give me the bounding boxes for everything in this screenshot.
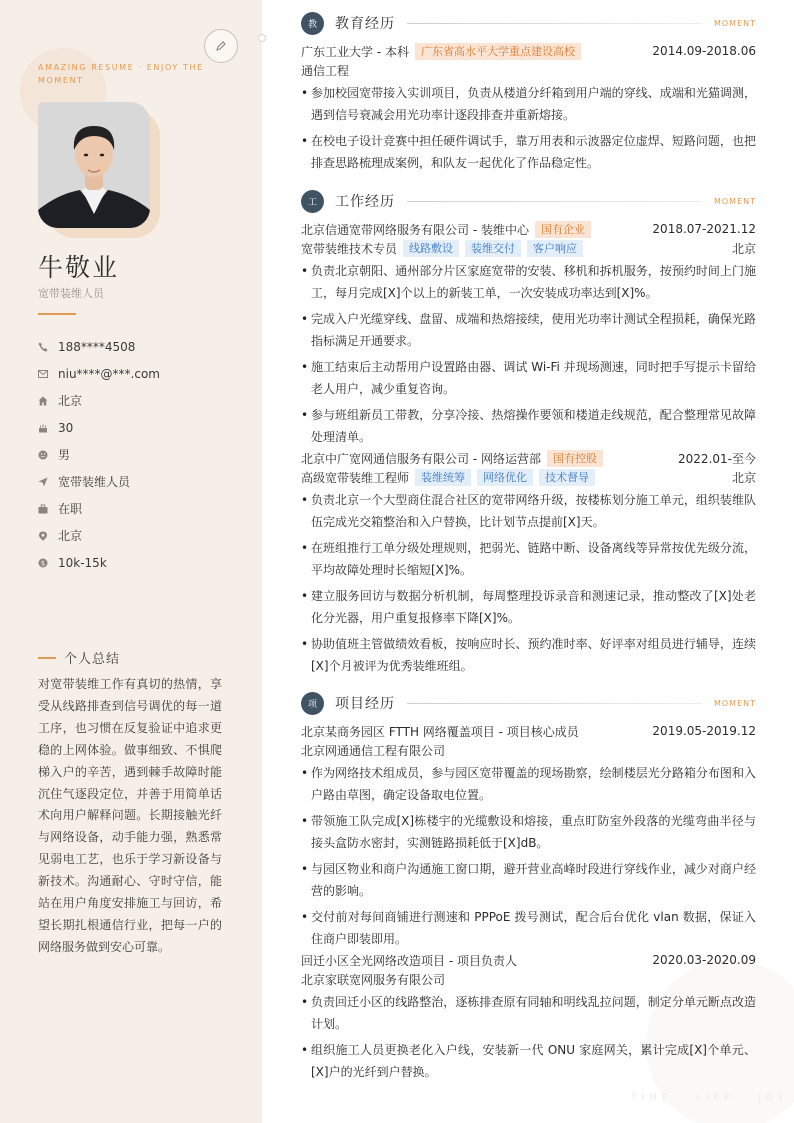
- summary-heading: 个人总结: [38, 648, 120, 667]
- watermark: TIME · LIFE · JOY: [630, 1093, 788, 1103]
- section-line: [407, 703, 702, 704]
- section-title: 教育经历: [335, 16, 395, 32]
- list-item: • 组织施工人员更换老化入户线，安装新一代 ONU 家庭网关，累计完成[X]个单元、[X]户的光纤到户替换。: [301, 1039, 756, 1083]
- education-row: [301, 41, 756, 61]
- section-moment: MOMENT: [713, 698, 756, 708]
- project-company: 北京网通通信工程有限公司: [301, 744, 446, 758]
- skill-tag: 线路敷设: [403, 240, 459, 257]
- info-email: niu****@***.com: [38, 360, 160, 387]
- job-position-row: [301, 239, 756, 258]
- section-badge: 项: [301, 692, 324, 715]
- list-item: • 参与班组新员工带教，分享冷接、热熔操作要领和楼道走线规范，配合整理常见故障处理清单。: [301, 404, 756, 448]
- job-header: [301, 448, 756, 468]
- project-name: 北京某商务园区 FTTH 网络覆盖项目 - 项目核心成员: [301, 724, 579, 739]
- company-name: 北京信通宽带网络服务有限公司 - 装维中心: [301, 222, 529, 237]
- list-item: • 作为网络技术组成员，参与园区宽带覆盖的现场勘察，绘制楼层光分路箱分布图和入户路由草图，确定设备取电位置。: [301, 762, 756, 806]
- gender-icon: [38, 450, 58, 460]
- info-target-role: 宽带装维人员: [38, 468, 160, 495]
- job-city: 北京: [731, 242, 756, 256]
- job-bullets: [301, 260, 756, 448]
- education-section: [301, 11, 756, 178]
- list-item: • 交付前对每间商铺进行测速和 PPPoE 拨号测试，配合后台优化 vlan 数据，保证入住商户即装即用。: [301, 906, 756, 950]
- section-badge: 工: [301, 190, 324, 213]
- svg-text:$: $: [40, 559, 46, 568]
- major: 通信工程: [301, 64, 350, 78]
- job-date: 2018.07-2021.12: [652, 222, 756, 236]
- edit-button[interactable]: [204, 29, 238, 63]
- send-icon: [38, 477, 58, 487]
- projects-section: [301, 691, 756, 1087]
- education-bullets: [301, 82, 756, 174]
- person-name: 牛敬业: [38, 253, 120, 282]
- list-item: • 负责回迁小区的线路整治，逐栋排查原有同轴和明线乱拉问题，制定分单元断点改造计划。: [301, 991, 756, 1035]
- list-item: • 带领施工队完成[X]栋楼宇的光缆敷设和熔接，重点盯防室外段落的光缆弯曲半径与接头盒防水密封，实测链路损耗低于[X]dB。: [301, 810, 756, 854]
- list-item: • 施工结束后主动帮用户设置路由器、调试 Wi-Fi 并现场测速，同时把手写提示卡留给老人用户，减少重复咨询。: [301, 356, 756, 400]
- list-item: • 负责北京一个大型商住混合社区的宽带网络升级，按楼栋划分施工单元，组织装维队伍完成光交箱整治和入户替换，比计划节点提前[X]天。: [301, 489, 756, 533]
- company-name: 北京中广宽网通信服务有限公司 - 网络运营部: [301, 451, 541, 466]
- info-salary: $ 10k-15k: [38, 549, 160, 576]
- job-bullets: [301, 489, 756, 677]
- info-status: 在职: [38, 495, 160, 522]
- location-icon: [38, 531, 58, 541]
- position: 宽带装维技术专员: [301, 242, 398, 256]
- section-title: 项目经历: [335, 696, 395, 712]
- info-city: 北京: [38, 387, 160, 414]
- slogan: AMAZING RESUME · ENJOY THE MOMENT: [38, 63, 204, 85]
- job-date: 2022.01-至今: [678, 451, 756, 466]
- project-header: [301, 721, 756, 741]
- mail-icon: [38, 369, 58, 379]
- section-title: 工作经历: [335, 194, 395, 210]
- summary-text: 对宽带装维工作有真切的热情，享受从线路排查到信号调优的每一道工序，也习惯在反复验证中追求更稳的上网体验。做事细致、不惧爬梯入户的辛苦，遇到棘手故障时能沉住气逐段定位，并善于用简单话术向用户解释问题。长期接触光纤与网络设备，动手能力强，熟悉常见弱电工艺，也乐于学习新设备与新技术。沟通耐心、守时守信，能站在用户角度安排施工与回访，希望长期扎根通信行业，把每一户的网络服务做到安心可靠。: [38, 677, 222, 954]
- sidebar: [0, 0, 262, 1123]
- list-item: • 参加校园宽带接入实训项目，负责从楼道分纤箱到用户端的穿线、成端和光猫调测，遇到信号衰减会用光功率计逐段排查并重新熔接。: [301, 82, 756, 126]
- job-city: 北京: [731, 471, 756, 485]
- section-line: [407, 201, 702, 202]
- info-gender: 男: [38, 441, 160, 468]
- list-item: • 负责北京朝阳、通州部分片区家庭宽带的安装、移机和拆机服务，按预约时间上门施工，每月完成[X]个以上的新装工单，一次安装成功率达到[X]%。: [301, 260, 756, 304]
- project-date: 2019.05-2019.12: [652, 724, 756, 738]
- section-header: [301, 189, 756, 213]
- skill-tag: 网络优化: [477, 469, 533, 486]
- education-date: 2014.09-2018.06: [652, 44, 756, 58]
- company-tag: 国有企业: [535, 221, 591, 238]
- salary-icon: [38, 558, 58, 568]
- main-content: [262, 0, 794, 1123]
- section-header: [301, 691, 756, 715]
- list-item: • 在校电子设计竞赛中担任硬件调试手，靠万用表和示波器定位虚焊、短路问题，也把排查思路梳理成案例，和队友一起优化了作品稳定性。: [301, 130, 756, 174]
- work-section: [301, 189, 756, 681]
- info-phone: 188****4508: [38, 333, 160, 360]
- cake-icon: [38, 423, 58, 433]
- project-bullets: [301, 762, 756, 950]
- info-age: 30: [38, 414, 160, 441]
- school-name: 广东工业大学 - 本科: [301, 44, 409, 59]
- school-tag: 广东省高水平大学重点建设高校: [415, 43, 581, 60]
- section-line: [407, 23, 702, 24]
- skill-tag: 装维统筹: [415, 469, 471, 486]
- list-item: • 与园区物业和商户沟通施工窗口期，避开营业高峰时段进行穿线作业，减少对商户经营的影响。: [301, 858, 756, 902]
- project-bullets: [301, 991, 756, 1083]
- project-header: [301, 950, 756, 970]
- project-date: 2020.03-2020.09: [652, 953, 756, 967]
- project-name: 回迁小区全光网络改造项目 - 项目负责人: [301, 953, 517, 968]
- company-tag: 国有控股: [547, 450, 603, 467]
- section-header: [301, 11, 756, 35]
- person-role: 宽带装维人员: [38, 287, 104, 300]
- section-badge: 教: [301, 12, 324, 35]
- contact-info-list: [38, 333, 160, 576]
- info-location: 北京: [38, 522, 160, 549]
- job-header: [301, 219, 756, 239]
- section-moment: MOMENT: [713, 196, 756, 206]
- position: 高级宽带装维工程师: [301, 471, 410, 485]
- skill-tag: 客户响应: [527, 240, 583, 257]
- briefcase-icon: [38, 504, 58, 514]
- list-item: • 在班组推行工单分级处理规则，把弱光、链路中断、设备离线等异常按优先级分流，平均故障处理时长缩短[X]%。: [301, 537, 756, 581]
- divider: [38, 313, 76, 315]
- home-icon: [38, 396, 58, 406]
- job-position-row: [301, 468, 756, 487]
- list-item: • 完成入户光缆穿线、盘留、成端和热熔接续，使用光功率计测试全程损耗，确保光路指标满足开通要求。: [301, 308, 756, 352]
- pen-icon: [215, 40, 227, 52]
- list-item: • 协助值班主管做绩效看板，按响应时长、预约准时率、好评率对组员进行辅导，连续[X]个月被评为优秀装维班组。: [301, 633, 756, 677]
- section-moment: MOMENT: [713, 18, 756, 28]
- skill-tag: 技术督导: [539, 469, 595, 486]
- decorative-dot: [258, 34, 266, 42]
- skill-tag: 装维交付: [465, 240, 521, 257]
- avatar-photo: [38, 102, 150, 228]
- list-item: • 建立服务回访与数据分析机制，每周整理投诉录音和测速记录，推动整改了[X]处老化分光器，用户重复报修率下降[X]%。: [301, 585, 756, 629]
- avatar: [38, 102, 160, 238]
- project-company: 北京家联宽网服务有限公司: [301, 973, 446, 987]
- phone-icon: [38, 342, 58, 352]
